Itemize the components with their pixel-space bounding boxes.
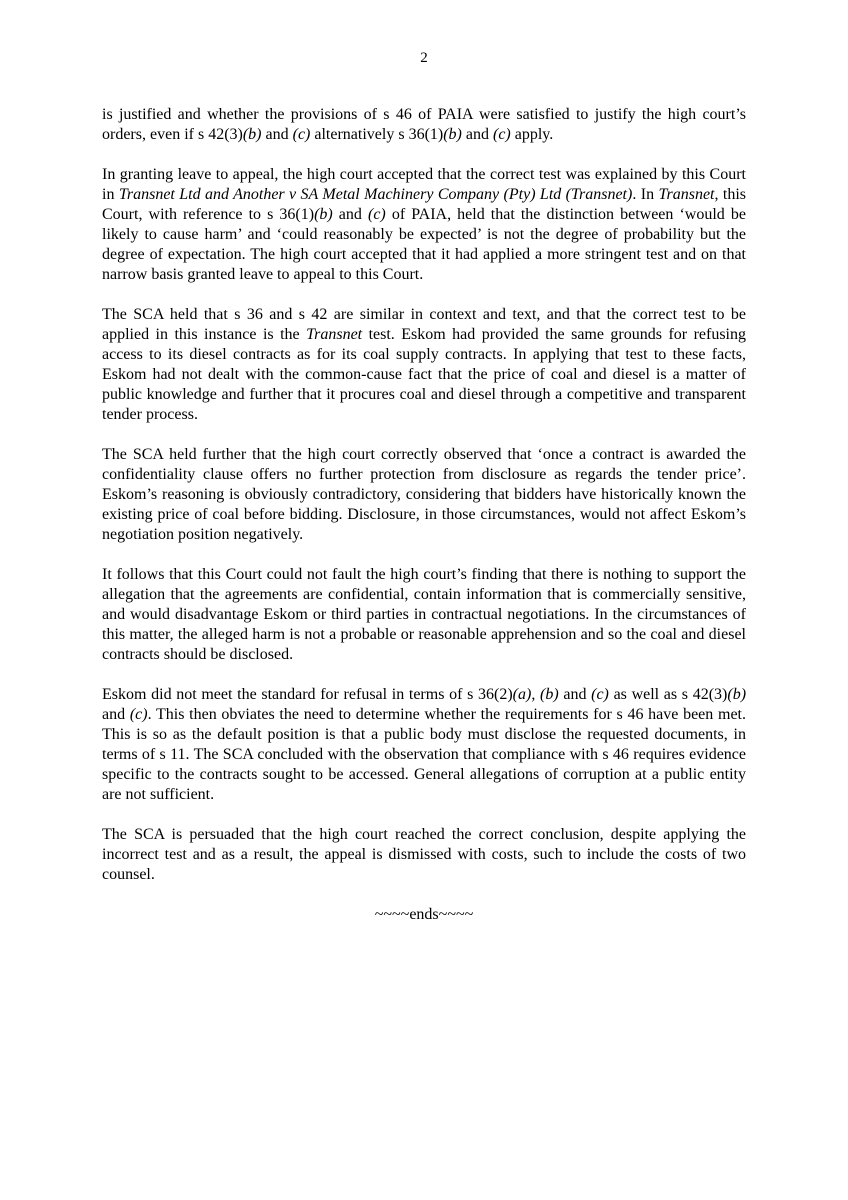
text-run: The SCA held further that the high court correctly observed that ‘once a contract is awarded the confidentiality clause offers no further protection from disclosure as regards the tender price’. Eskom’s reasoning is obviously contradictory, considering that bidders have historically known the existing price of coal before bidding. Disclosure, in those circumstances, would not affect Eskom’s negotiation position negatively. xyxy=(102,446,746,543)
italic-text-run: (c) xyxy=(591,686,609,703)
italic-text-run: (c) xyxy=(492,126,511,143)
italic-text-run: (b) xyxy=(540,686,559,703)
ending-marker: ~~~~ends~~~~ xyxy=(374,906,474,923)
italic-text-run: (b) xyxy=(242,126,262,143)
text-run: as well as s 42(3) xyxy=(608,686,728,703)
paragraph xyxy=(102,565,746,665)
text-run: . This then obviates the need to determine whether the requirements for s 46 have been met. This is so as the default position is that a public body must disclose the requested documents, in terms of s 11. The SCA concluded with the observation that compliance with s 46 requires evidence specific to the contracts sought to be accessed. General allegations of corruption at a public entity are not sufficient. xyxy=(102,706,746,803)
italic-text-run: (c) xyxy=(129,706,148,723)
text-run: and xyxy=(261,126,293,143)
italic-text-run: (a) xyxy=(512,686,532,703)
text-run: Eskom did not meet the standard for refusal in terms of s 36(2) xyxy=(102,686,513,703)
text-run: of PAIA, held that the distinction between ‘would be likely to cause harm’ and ‘could reasonably be expected’ is not the degree of probability but the degree of expectation. The high court accepted that it had applied a more stringent test and on that narrow basis granted leave to appeal to this Court. xyxy=(102,206,746,283)
text-run: , this Court, with reference to s 36(1) xyxy=(102,186,746,223)
text-run: is justified and whether the provisions of s 46 of PAIA were satisfied to justify the high court’s orders, even if s 42(3) xyxy=(102,106,746,143)
paragraph xyxy=(102,685,746,805)
paragraph xyxy=(102,825,746,885)
text-run: The SCA is persuaded that the high court reached the correct conclusion, despite applying the incorrect test and as a result, the appeal is dismissed with costs, such to include the costs of two counsel. xyxy=(102,826,746,883)
paragraph xyxy=(102,165,746,285)
italic-text-run: Transnet Ltd and Another v SA Metal Machinery Company (Pty) Ltd (Transnet) xyxy=(118,186,633,203)
text-run: It follows that this Court could not fault the high court’s finding that there is nothing to support the allegation that the agreements are confidential, contain information that is commercially sensitive, and would disadvantage Eskom or third parties in contractual negotiations. In the circumstances of this matter, the alleged harm is not a probable or reasonable apprehension and so the coal and diesel contracts should be disclosed. xyxy=(102,566,746,663)
text-run: The SCA held that s 36 and s 42 are similar in context and text, and that the correct test to be applied in this instance is the xyxy=(102,306,746,343)
text-run: test. Eskom had provided the same grounds for refusing access to its diesel contracts as for its coal supply contracts. In applying that test to these facts, Eskom had not dealt with the common-cause fact that the price of coal and diesel is a matter of public knowledge and further that it procures coal and diesel through a competitive and transparent tender process. xyxy=(102,326,747,423)
italic-text-run: Transnet xyxy=(658,186,715,203)
text-run: apply. xyxy=(510,126,554,143)
italic-text-run: (c) xyxy=(367,206,386,223)
text-run: . In xyxy=(632,186,659,203)
italic-text-run: Transnet xyxy=(306,326,363,343)
text-run: , xyxy=(531,686,541,703)
italic-text-run: (b) xyxy=(727,686,747,703)
page-number: 2 xyxy=(420,50,428,66)
paragraph xyxy=(102,305,746,425)
paragraph xyxy=(102,105,746,145)
text-run: In granting leave to appeal, the high court accepted that the correct test was explained by this Court in xyxy=(102,166,746,203)
text-run: and xyxy=(102,706,130,723)
document-body xyxy=(102,105,746,885)
italic-text-run: (c) xyxy=(292,126,311,143)
text-run: and xyxy=(558,686,592,703)
italic-text-run: (b) xyxy=(443,126,462,143)
paragraph xyxy=(102,445,746,545)
text-run: and xyxy=(461,126,493,143)
text-run: and xyxy=(332,206,368,223)
italic-text-run: (b) xyxy=(314,206,333,223)
text-run: alternatively s 36(1) xyxy=(310,126,444,143)
